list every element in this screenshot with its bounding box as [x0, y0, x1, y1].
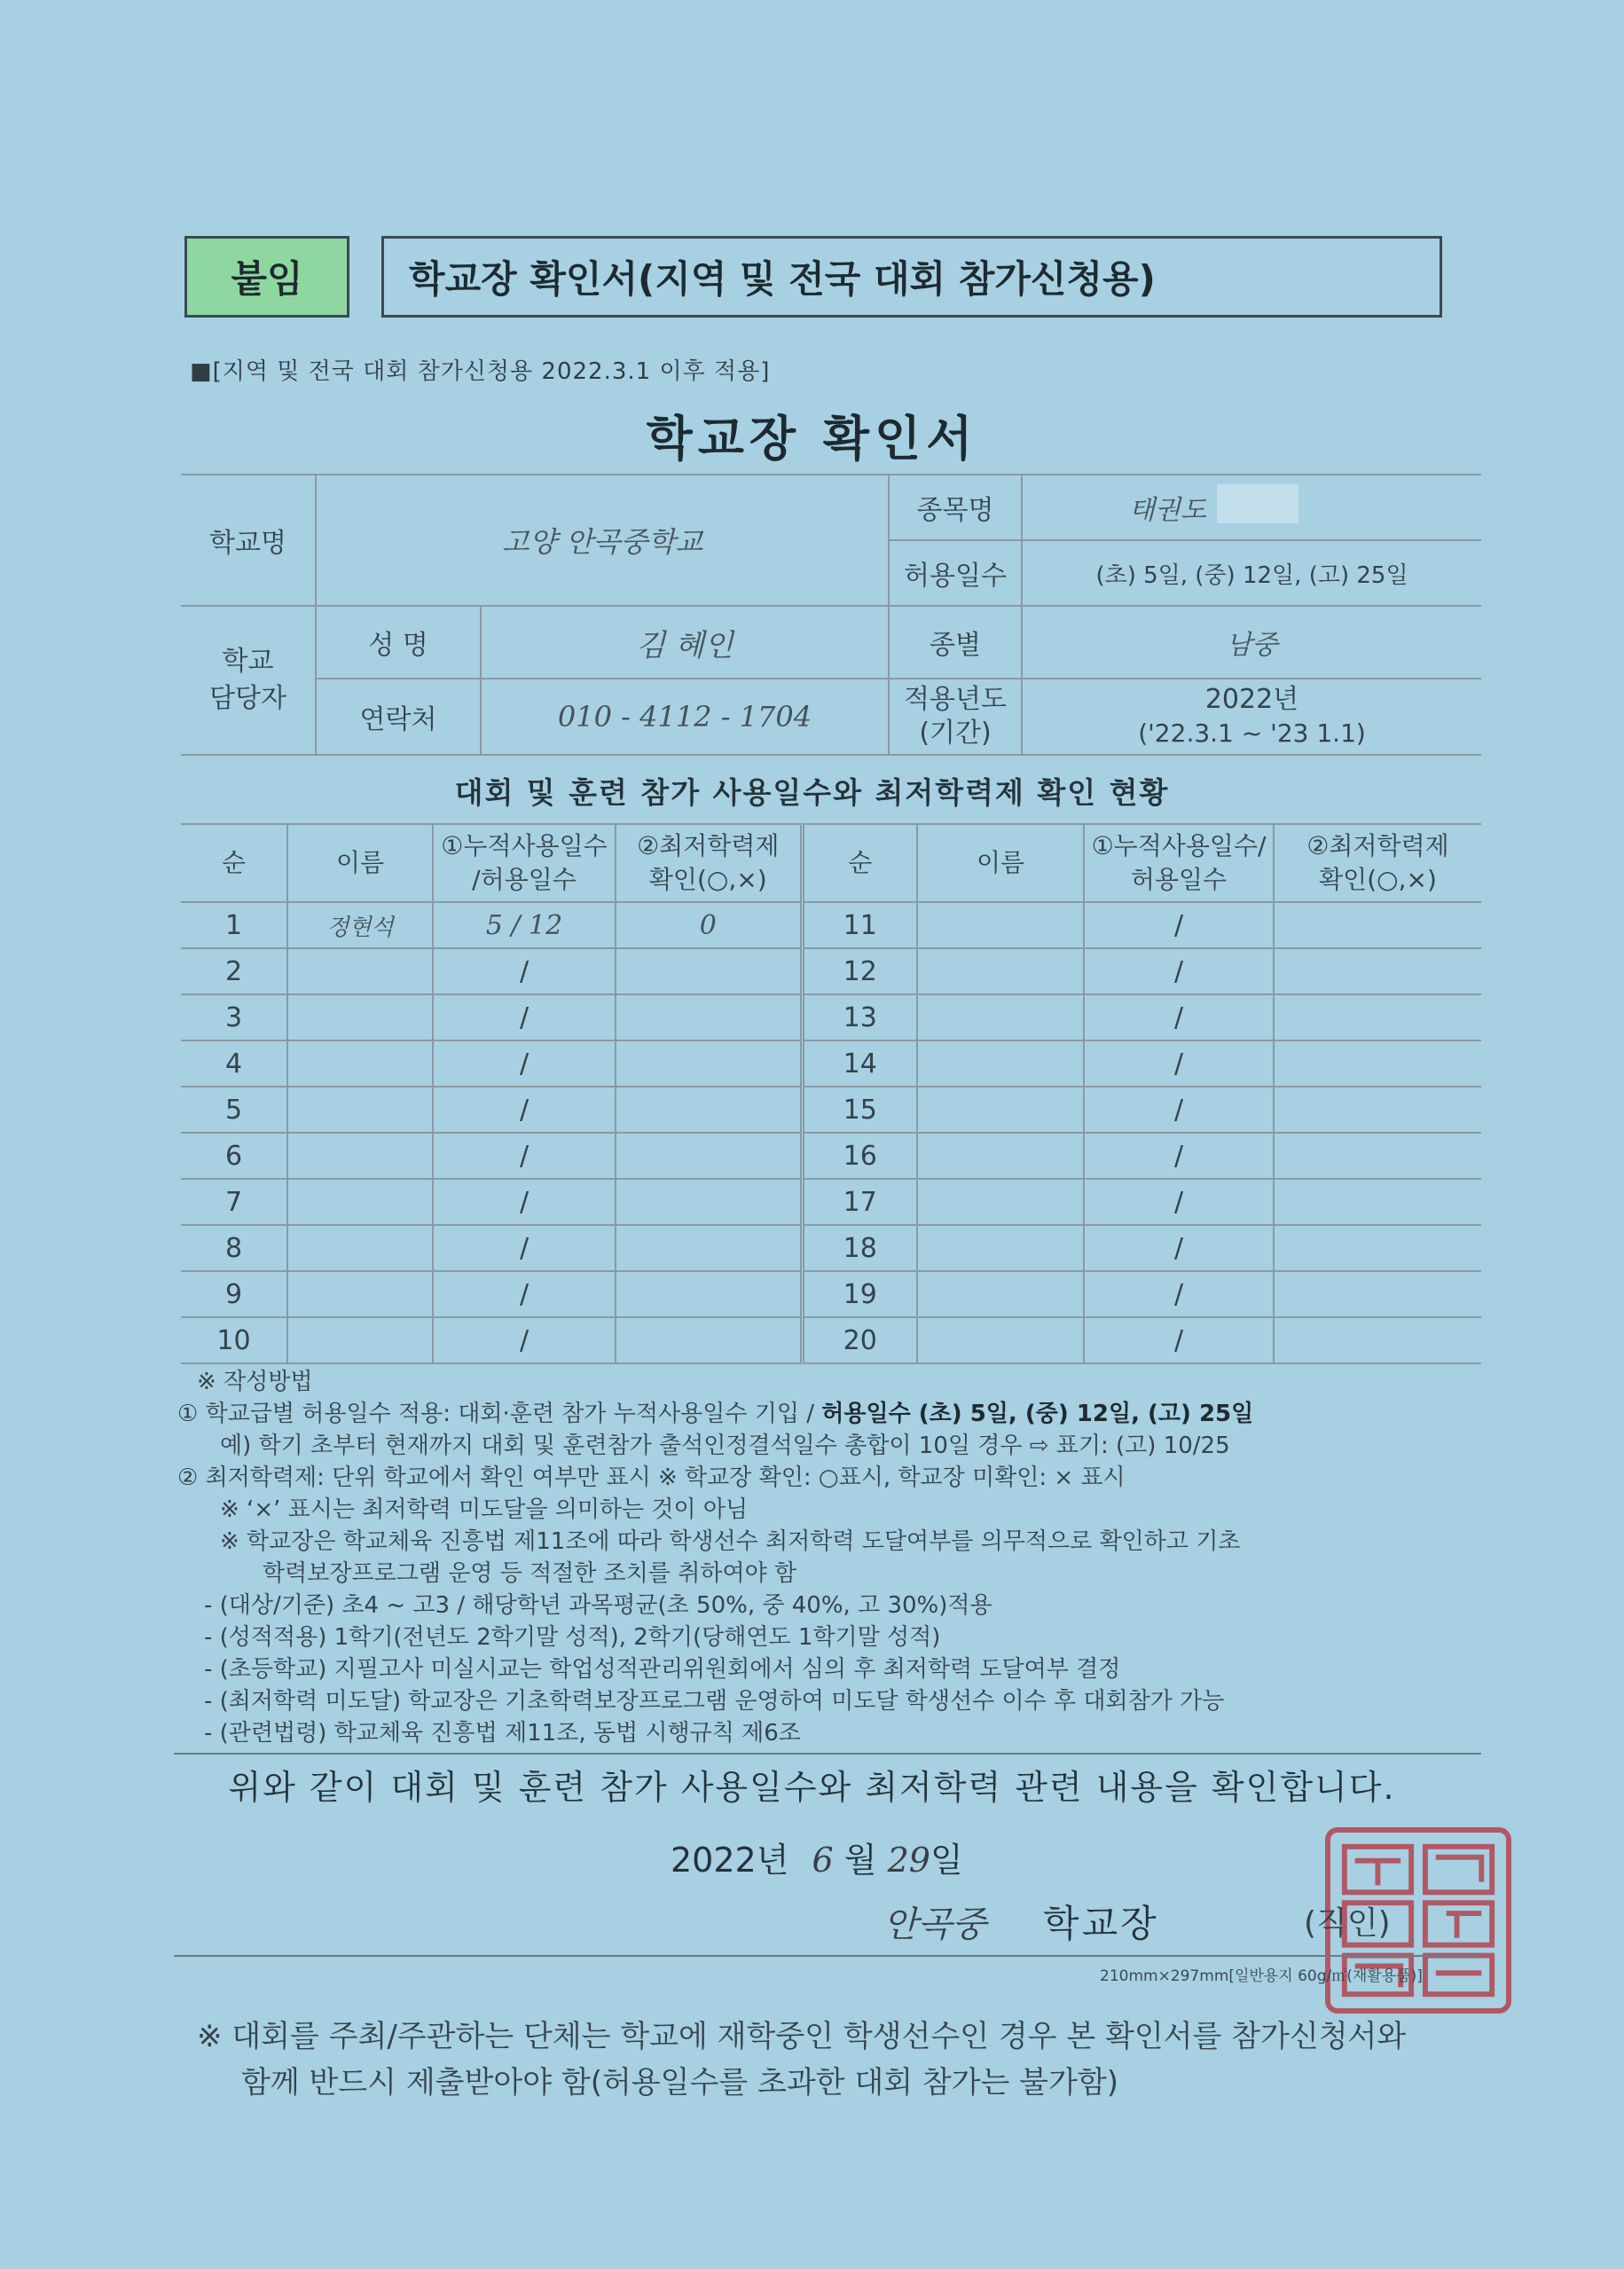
student-name-cell — [917, 1133, 1084, 1179]
days-cell: / — [1084, 902, 1274, 948]
academic-check-cell — [616, 1087, 802, 1133]
seq-cell: 19 — [802, 1271, 917, 1317]
academic-check-cell — [1274, 1225, 1481, 1271]
header-academic-line1: ②최저학력제 — [637, 831, 780, 860]
days-cell: 5 / 12 — [433, 902, 616, 948]
note-1 — [177, 1398, 1490, 1430]
days-cell: / — [1084, 994, 1274, 1040]
student-name-cell — [287, 1179, 433, 1225]
submission-note-line1: ※ 대회를 주최/주관하는 단체는 학교에 재학중인 학생선수인 경우 본 확인서를 참가신청서와 — [197, 2019, 1407, 2054]
days-cell: / — [1084, 948, 1274, 994]
seq-cell: 8 — [181, 1225, 287, 1271]
date-day-label: 일 — [930, 1841, 963, 1880]
days-cell: / — [433, 1040, 616, 1087]
academic-check-cell — [1274, 1040, 1481, 1087]
academic-check-cell — [1274, 1317, 1481, 1363]
student-name-cell — [287, 1133, 433, 1179]
form-title: 학교장 확인서(지역 및 전국 대회 참가신청용) — [381, 236, 1442, 318]
seq-cell: 11 — [802, 902, 917, 948]
seq-cell: 5 — [181, 1087, 287, 1133]
seq-cell: 14 — [802, 1040, 917, 1087]
table-row — [181, 994, 1481, 1040]
gender-value: 남중 — [1022, 606, 1481, 679]
table-row — [181, 902, 1481, 948]
status-title: 대회 및 훈련 참가 사용일수와 최저학력제 확인 현황 — [454, 775, 1170, 810]
seq-cell: 12 — [802, 948, 917, 994]
header-academic-right-line2: 확인(○,×) — [1319, 865, 1437, 894]
school-name-value: 고양 안곡중학교 — [316, 475, 889, 606]
seq-cell: 16 — [802, 1133, 917, 1179]
confirmation-statement: 위와 같이 대회 및 훈련 참가 사용일수와 최저학력 관련 내용을 확인합니다. — [228, 1768, 1396, 1807]
days-cell: / — [1084, 1271, 1274, 1317]
academic-check-cell — [616, 994, 802, 1040]
seal-label: (직인) — [1304, 1905, 1391, 1942]
header-days-right-line1: ①누적사용일수/ — [1091, 831, 1267, 860]
days-cell: / — [433, 1087, 616, 1133]
header-academic-right-line1: ②최저학력제 — [1306, 831, 1449, 860]
seq-cell: 18 — [802, 1225, 917, 1271]
applied-year-value-line1: 2022년 — [1204, 684, 1299, 715]
status-header-row — [181, 824, 1481, 902]
header-name-right: 이름 — [917, 824, 1084, 902]
days-cell: / — [433, 1133, 616, 1179]
student-name-cell — [917, 1179, 1084, 1225]
note-1-example: 예) 학기 초부터 현재까지 대회 및 훈련참가 출석인정결석일수 총합이 10일 경우 ⇨ 표기: (고) 10/25 — [220, 1433, 1230, 1459]
gender-label: 종별 — [889, 606, 1022, 679]
seq-cell: 7 — [181, 1179, 287, 1225]
date-day: 29 — [887, 1841, 930, 1880]
signing-school: 안곡중 — [883, 1904, 986, 1945]
table-row — [181, 1317, 1481, 1363]
days-cell: / — [433, 948, 616, 994]
bottom-divider — [174, 1955, 1481, 1957]
academic-check-cell — [616, 1040, 802, 1087]
academic-check-cell — [1274, 948, 1481, 994]
table-row — [181, 948, 1481, 994]
academic-check-cell — [1274, 1087, 1481, 1133]
seq-cell: 1 — [181, 902, 287, 948]
student-name-cell — [287, 994, 433, 1040]
academic-check-cell — [616, 1179, 802, 1225]
allowed-days-label: 허용일수 — [889, 540, 1022, 606]
header-days-right — [1084, 824, 1274, 902]
note-2: ② 최저학력제: 단위 학교에서 확인 여부만 표시 ※ 학교장 확인: ○표시, 학교장 미확인: × 표시 — [177, 1464, 1126, 1491]
header-academic-right — [1274, 824, 1481, 902]
student-name-cell — [917, 948, 1084, 994]
redacted-area — [1217, 484, 1298, 523]
name-label: 성 명 — [316, 606, 481, 679]
days-cell: / — [1084, 1087, 1274, 1133]
student-name-cell — [917, 1087, 1084, 1133]
seq-cell: 10 — [181, 1317, 287, 1363]
days-cell: / — [1084, 1040, 1274, 1087]
academic-check-cell — [1274, 1133, 1481, 1179]
seq-cell: 6 — [181, 1133, 287, 1179]
detail-5: - (관련법령) 학교체육 진흥법 제11조, 동법 시행규칙 제6조 — [204, 1720, 801, 1747]
submission-note-line2: 함께 반드시 제출받아야 함(허용일수를 초과한 대회 참가는 불가함) — [241, 2065, 1118, 2100]
academic-check-cell — [616, 948, 802, 994]
header-days — [433, 824, 616, 902]
note-2-sub2a: ※ 학교장은 학교체육 진흥법 제11조에 따라 학생선수 최저학력 도달여부를 의무적으로 확인하고 기초 — [220, 1528, 1241, 1555]
header-days-line2: /허용일수 — [472, 865, 577, 894]
days-cell: / — [1084, 1133, 1274, 1179]
note-1-text: ① 학교급별 허용일수 적용: 대회·훈련 참가 누적사용일수 기입 / — [177, 1401, 822, 1427]
detail-4: - (최저학력 미도달) 학교장은 기초학력보장프로그램 운영하여 미도달 학생선수 이수 후 대회참가 가능 — [204, 1688, 1225, 1715]
applied-year-value — [1022, 679, 1481, 755]
days-cell: / — [433, 1271, 616, 1317]
student-name-cell — [287, 948, 433, 994]
date-month-label: 월 — [843, 1841, 877, 1880]
page-title: 학교장 확인서 — [646, 411, 978, 467]
principal-title: 학교장 — [1043, 1902, 1159, 1945]
days-cell: / — [1084, 1225, 1274, 1271]
detail-3: - (초등학교) 지필고사 미실시교는 학업성적관리위원회에서 심의 후 최저학력 도달여부 결정 — [204, 1656, 1121, 1683]
header-seq-right: 순 — [802, 824, 917, 902]
academic-check-cell — [616, 1133, 802, 1179]
header-days-line1: ①누적사용일수 — [441, 831, 608, 860]
seq-cell: 9 — [181, 1271, 287, 1317]
seq-cell: 3 — [181, 994, 287, 1040]
detail-1: - (대상/기준) 초4 ~ 고3 / 해당학년 과목평균(초 50%, 중 40%, 고 30%)적용 — [204, 1592, 992, 1619]
days-cell: / — [433, 1225, 616, 1271]
student-name-cell — [917, 1271, 1084, 1317]
phone-label: 연락처 — [316, 679, 481, 755]
header-days-right-line2: 허용일수 — [1130, 865, 1228, 894]
seq-cell: 20 — [802, 1317, 917, 1363]
days-cell: / — [1084, 1179, 1274, 1225]
days-cell: / — [1084, 1317, 1274, 1363]
academic-check-cell — [1274, 994, 1481, 1040]
applied-year-label — [889, 679, 1022, 755]
header-seq: 순 — [181, 824, 287, 902]
academic-check-cell — [1274, 1271, 1481, 1317]
allowed-days-value: (초) 5일, (중) 12일, (고) 25일 — [1022, 540, 1481, 606]
student-name-cell — [287, 1271, 433, 1317]
days-cell: / — [433, 1317, 616, 1363]
seq-cell: 13 — [802, 994, 917, 1040]
notes-heading: ※ 작성방법 — [197, 1369, 313, 1395]
table-row — [181, 1179, 1481, 1225]
student-name-cell — [287, 1317, 433, 1363]
student-name-cell — [917, 902, 1084, 948]
submission-note — [197, 2014, 1483, 2106]
contact-person-label: 학교 담당자 — [181, 606, 316, 755]
paper-size-note: 210mm×297mm[일반용지 60g/㎡(재활용품)] — [1100, 1967, 1423, 1985]
sport-value: 태권도 — [1022, 475, 1481, 540]
student-name-cell — [917, 994, 1084, 1040]
academic-check-cell — [616, 1317, 802, 1363]
seq-cell: 4 — [181, 1040, 287, 1087]
student-name-cell: 정현석 — [287, 902, 433, 948]
table-row — [181, 1225, 1481, 1271]
applied-year-label-line2: (기간) — [919, 718, 992, 749]
header-academic — [616, 824, 802, 902]
name-value: 김 혜인 — [481, 606, 889, 679]
header-name: 이름 — [287, 824, 433, 902]
student-name-cell — [287, 1087, 433, 1133]
school-name-label: 학교명 — [181, 475, 316, 606]
academic-check-cell — [616, 1271, 802, 1317]
academic-check-cell — [1274, 902, 1481, 948]
header-academic-line2: 확인(○,×) — [648, 865, 767, 894]
applied-year-value-line2: ('22.3.1 ~ '23 1.1) — [1138, 718, 1366, 748]
note-2-sub2b: 학력보장프로그램 운영 등 적절한 조치를 취하여야 함 — [263, 1560, 797, 1587]
seq-cell: 15 — [802, 1087, 917, 1133]
student-name-cell — [287, 1040, 433, 1087]
phone-value: 010 - 4112 - 1704 — [481, 679, 889, 755]
table-row — [181, 1271, 1481, 1317]
sport-label: 종목명 — [889, 475, 1022, 540]
note-2-sub1: ※ ‘×’ 표시는 최저학력 미도달을 의미하는 것이 아님 — [220, 1496, 749, 1523]
table-row — [181, 1087, 1481, 1133]
attachment-tag: 붙임 — [184, 236, 349, 318]
writing-instructions — [177, 1366, 1490, 1749]
days-cell: / — [433, 1179, 616, 1225]
divider — [174, 1753, 1481, 1755]
seq-cell: 2 — [181, 948, 287, 994]
student-name-cell — [287, 1225, 433, 1271]
date-month: 6 — [812, 1841, 834, 1880]
table-row — [181, 1133, 1481, 1179]
student-name-cell — [917, 1040, 1084, 1087]
detail-2: - (성적적용) 1학기(전년도 2학기말 성적), 2학기(당해연도 1학기말 성적) — [204, 1624, 941, 1651]
confirmation-date — [671, 1833, 963, 1881]
note-1-bold: 허용일수 (초) 5일, (중) 12일, (고) 25일 — [821, 1401, 1254, 1427]
academic-check-cell — [1274, 1179, 1481, 1225]
academic-check-cell — [616, 1225, 802, 1271]
date-year: 2022년 — [671, 1841, 789, 1880]
status-table — [181, 823, 1481, 1364]
seq-cell: 17 — [802, 1179, 917, 1225]
table-row — [181, 1040, 1481, 1087]
applied-year-label-line1: 적용년도 — [904, 684, 1007, 715]
academic-check-cell: 0 — [616, 902, 802, 948]
student-name-cell — [917, 1225, 1084, 1271]
days-cell: / — [433, 994, 616, 1040]
scope-note: ■[지역 및 전국 대회 참가신청용 2022.3.1 이후 적용] — [190, 358, 771, 385]
student-name-cell — [917, 1317, 1084, 1363]
